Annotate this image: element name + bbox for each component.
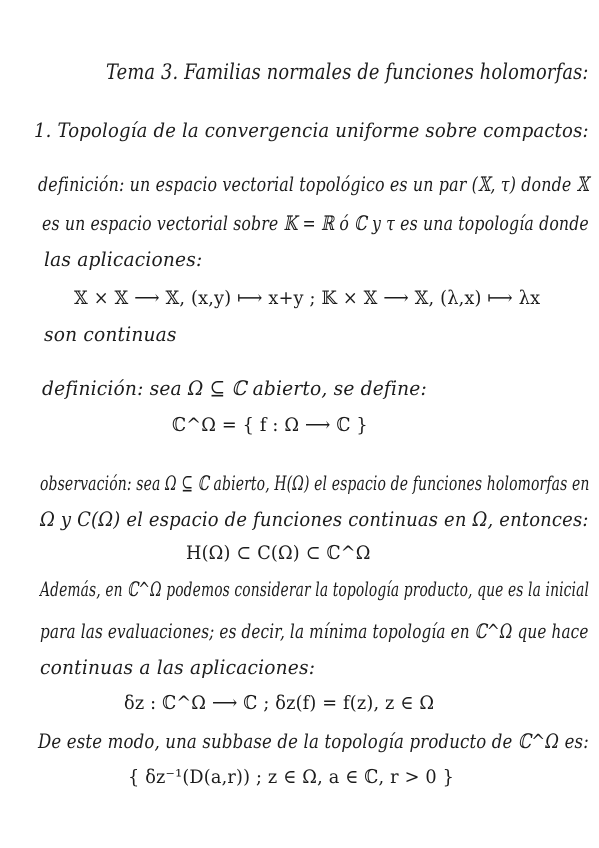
section-heading: 1. Topología de la convergencia uniforme sobre compactos: (34, 118, 589, 142)
observation-line-2: Ω y C(Ω) el espacio de funciones continuas en Ω, entonces: (40, 507, 589, 531)
paragraph-line-1: Además, en ℂ^Ω podemos considerar la topología producto, que es la inicial (40, 577, 590, 601)
definition-2-formula: ℂ^Ω = { f : Ω ⟶ ℂ } (172, 414, 368, 436)
paragraph-formula: δz : ℂ^Ω ⟶ ℂ ; δz(f) = f(z), z ∈ Ω (124, 692, 435, 714)
paragraph-line-4: De este modo, una subbase de la topología producto de ℂ^Ω es: (38, 729, 589, 753)
observation-formula: H(Ω) ⊂ C(Ω) ⊂ ℂ^Ω (186, 542, 371, 564)
definition-2-line-1: definición: sea Ω ⊆ ℂ abierto, se define: (42, 376, 427, 400)
subbase-formula: { δz⁻¹(D(a,r)) ; z ∈ Ω, a ∈ ℂ, r > 0 } (128, 766, 455, 788)
observation-line-1: observación: sea Ω ⊆ ℂ abierto, H(Ω) el espacio de funciones holomorfas en (40, 471, 590, 495)
definition-1-line-3: las aplicaciones: (44, 247, 203, 271)
definition-1-formula: 𝕏 × 𝕏 ⟶ 𝕏, (x,y) ⟼ x+y ; 𝕂 × 𝕏 ⟶ 𝕏, (λ,x) ⟼ λx (74, 287, 541, 309)
definition-1-line-4: son continuas (44, 322, 177, 346)
paragraph-line-3: continuas a las aplicaciones: (40, 655, 316, 679)
definition-1-line-2: es un espacio vectorial sobre 𝕂 = ℝ ó ℂ y τ es una topología donde (42, 211, 589, 235)
paragraph-line-2: para las evaluaciones; es decir, la mínima topología en ℂ^Ω que hace (40, 619, 589, 643)
definition-1-line-1: definición: un espacio vectorial topológico es un par (𝕏, τ) donde 𝕏 (38, 172, 590, 196)
page-title: Tema 3. Familias normales de funciones holomorfas: (106, 60, 589, 84)
